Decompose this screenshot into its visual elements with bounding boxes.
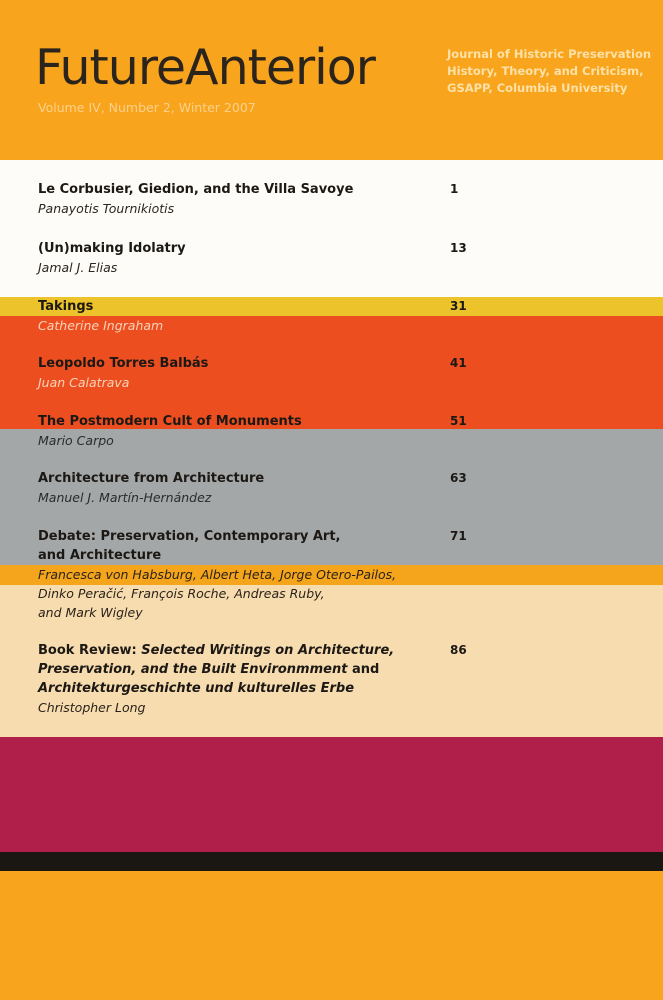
toc-entry — [38, 354, 208, 392]
article-title — [38, 679, 394, 698]
toc-entry — [38, 297, 163, 335]
article-title: Architecture from Architecture — [38, 471, 265, 486]
page-number: 13 — [450, 241, 467, 255]
article-title: (Un)making Idolatry — [38, 241, 186, 256]
article-title: Le Corbusier, Giedion, and the Villa Savoye — [38, 182, 354, 197]
band-orange-bottom — [0, 871, 663, 1000]
article-title: The Postmodern Cult of Monuments — [38, 414, 302, 429]
toc-entry — [38, 412, 302, 450]
page-number: 71 — [450, 529, 467, 543]
journal-line: History, Theory, and Criticism, — [447, 64, 644, 78]
article-author: Dinko Peračić, François Roche, Andreas Ruby, — [38, 586, 325, 601]
review-label: Book Review: — [38, 643, 142, 658]
band-black — [0, 852, 663, 871]
book-title: Preservation, and the Built Environmment — [38, 662, 348, 677]
article-author: Francesca von Habsburg, Albert Heta, Jorge Otero-Pailos, — [38, 567, 397, 582]
page-number: 86 — [450, 643, 467, 657]
article-author: Catherine Ingraham — [38, 318, 164, 333]
toc-entry — [38, 527, 396, 622]
book-title: Selected Writings on Architecture, — [141, 643, 395, 658]
page-number: 1 — [450, 182, 459, 196]
journal-title: FutureAnterior — [35, 39, 375, 96]
article-title: Debate: Preservation, Contemporary Art, — [38, 529, 341, 544]
journal-line: GSAPP, Columbia University — [447, 81, 628, 95]
page-number: 41 — [450, 356, 467, 370]
book-title: Architekturgeschichte und kulturelles Erbe — [38, 681, 355, 696]
article-title: Leopoldo Torres Balbás — [38, 356, 209, 371]
toc-entry — [38, 239, 186, 277]
article-author: Mario Carpo — [38, 433, 114, 448]
article-title: Takings — [38, 299, 94, 314]
article-author: and Mark Wigley — [38, 605, 143, 620]
toc-entry — [38, 469, 264, 507]
article-title — [38, 660, 394, 679]
article-author: Panayotis Tournikiotis — [38, 201, 175, 216]
toc-entry — [38, 641, 394, 717]
band-maroon — [0, 737, 663, 852]
page-number: 63 — [450, 471, 467, 485]
journal-description — [447, 46, 651, 97]
masthead-band — [0, 0, 663, 160]
volume-info: Volume IV, Number 2, Winter 2007 — [38, 100, 256, 115]
article-title: and Architecture — [38, 548, 162, 563]
article-author: Manuel J. Martín-Hernández — [38, 490, 212, 505]
toc-entry — [38, 180, 353, 218]
page-number: 31 — [450, 299, 467, 313]
page-number: 51 — [450, 414, 467, 428]
title-joiner: and — [347, 662, 380, 677]
article-author: Juan Calatrava — [38, 375, 130, 390]
article-title — [38, 641, 394, 660]
journal-line: Journal of Historic Preservation — [447, 47, 652, 61]
article-author: Christopher Long — [38, 700, 146, 715]
article-author: Jamal J. Elias — [38, 260, 118, 275]
